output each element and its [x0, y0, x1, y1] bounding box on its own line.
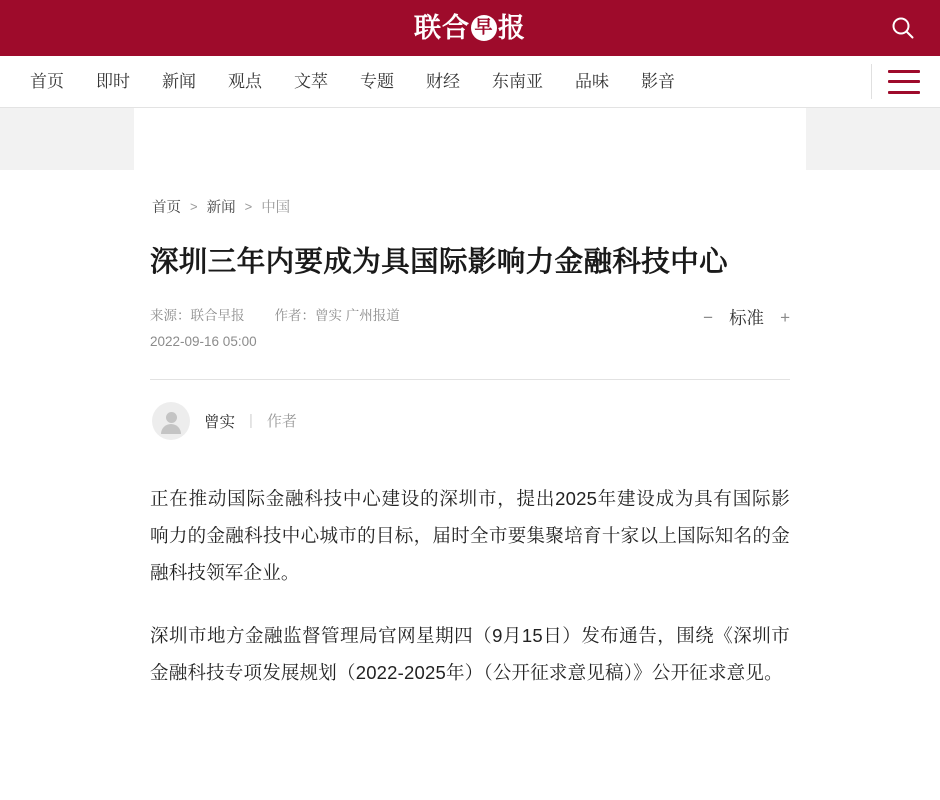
article-container — [150, 170, 790, 691]
article-author — [275, 303, 400, 329]
article-source — [150, 303, 245, 329]
nav-item-digest[interactable]: 文萃 — [294, 71, 328, 91]
site-logo[interactable] — [414, 12, 526, 44]
nav-item-southeast-asia[interactable]: 东南亚 — [492, 71, 543, 91]
logo-text-right: 报 — [498, 12, 526, 44]
brand-header — [0, 0, 940, 56]
author-role: 作者 — [266, 413, 297, 431]
nav-item-opinion[interactable]: 观点 — [228, 71, 262, 91]
article-meta — [150, 303, 400, 354]
banner-placeholder — [134, 108, 806, 170]
search-icon[interactable] — [886, 11, 920, 45]
nav-item-news[interactable]: 新闻 — [162, 71, 196, 91]
nav-divider — [871, 64, 872, 99]
article-timestamp: 2022-09-16 05:00 — [150, 334, 257, 350]
source-label: 来源： — [150, 308, 191, 324]
nav-item-instant[interactable]: 即时 — [96, 71, 130, 91]
logo-sun-glyph: 早 — [471, 15, 497, 41]
breadcrumb — [150, 196, 790, 217]
font-size-increase-button[interactable]: + — [780, 308, 790, 328]
article-body — [150, 446, 790, 691]
banner-strip — [0, 108, 940, 170]
page-title: 深圳三年内要成为具国际影响力金融科技中心 — [150, 246, 729, 278]
breadcrumb-item-home[interactable]: 首页 — [152, 200, 181, 216]
article-paragraph: 正在推动国际金融科技中心建设的深圳市，提出2025年建设成为具有国际影响力的金融科技中心城市的目标，届时全市要集聚培育十家以上国际知名的金融科技领军企业。 — [150, 487, 790, 583]
source-value: 联合早报 — [190, 308, 245, 324]
font-size-label[interactable]: 标准 — [729, 308, 765, 329]
author-separator: | — [249, 412, 253, 430]
author-label: 作者： — [274, 308, 315, 324]
breadcrumb-separator-icon: > — [190, 199, 198, 214]
user-avatar-icon — [152, 402, 190, 440]
nav-item-list — [14, 56, 691, 108]
breadcrumb-separator-icon: > — [244, 199, 253, 214]
nav-item-home[interactable]: 首页 — [30, 71, 64, 91]
article-meta-row — [150, 303, 790, 354]
nav-item-finance[interactable]: 财经 — [426, 71, 460, 91]
logo-text-left: 联合 — [414, 12, 470, 44]
author-name[interactable]: 曾实 — [204, 413, 236, 431]
nav-item-media[interactable]: 影音 — [641, 71, 675, 91]
nav-item-lifestyle[interactable]: 品味 — [575, 71, 609, 91]
font-size-control — [703, 303, 790, 330]
nav-item-topics[interactable]: 专题 — [360, 71, 394, 91]
author-block — [150, 380, 790, 446]
breadcrumb-item-news[interactable]: 新闻 — [206, 200, 236, 216]
main-navigation — [0, 56, 940, 108]
breadcrumb-item-china: 中国 — [261, 200, 291, 216]
author-value: 曾实 广州报道 — [315, 308, 400, 324]
article-paragraph: 深圳市地方金融监督管理局官网星期四（9月15日）发布通告，围绕《深圳市金融科技专项发展规划（2022-2025年）（公开征求意见稿）》公开征求意见。 — [150, 624, 790, 683]
font-size-decrease-button[interactable]: − — [703, 308, 714, 328]
hamburger-menu-icon[interactable] — [888, 70, 920, 94]
